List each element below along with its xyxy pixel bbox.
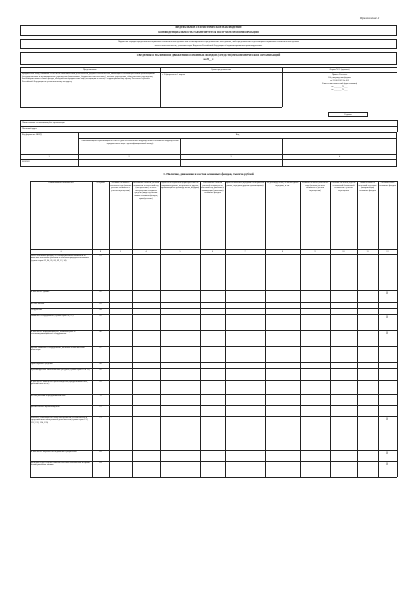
table-colnum-7: 7 [244, 250, 246, 253]
table-row-label: в том числе: животного происхождения (продуктивный скот, рабочий скот и т.п.) [31, 380, 88, 386]
table-row-number: 132 [98, 462, 103, 464]
table-colnum-4: 4 [145, 250, 147, 253]
table-header-13 [398, 182, 401, 248]
warning-line1: Нарушение порядка представления первичных статистических данных или несвоевременное представление этих данных, либо представление недостоверных первичных статистических данных [117, 41, 300, 43]
codes-col-2: 2 [128, 155, 130, 158]
codes-okpo-label: отчитывающейся организации по ОКПО (для обособленного подразделения и головного подразделения юридического лица - идентификационный номер) [81, 140, 179, 145]
table-row-label: Всего основных фондов, без нематериальных активов и за вычетом земельных участков и объектов природопользования (сумма строк 02, 04, 05, 06, 09, 13, 14) [31, 254, 89, 262]
table-row-label: в том числе: информационное, компьютерное и телекоммуникационное оборудование [31, 330, 76, 336]
table-colnum-6: 6 [211, 250, 214, 253]
table-row-number: 10 [99, 381, 102, 383]
table-row-number: 12 [99, 406, 102, 408]
approval-l2: Об утверждении формы [328, 77, 351, 79]
table-row-label: машины и оборудование (сумма строк 06, 07) [31, 314, 74, 317]
table-row-number: 13 [99, 417, 102, 419]
postal-address-label: Почтовый адрес [22, 128, 38, 130]
table-colnum-9: 9 [314, 250, 316, 253]
table-row-number: 04 [99, 309, 102, 311]
table-header-11: Начисленный за отчетный год износ (амортизация) основных фондов [358, 182, 377, 192]
table-row-label: объекты, относящиеся к интеллектуальной собственности и средствам интеллектуальной деятельности (сумма строк 131, 132, 133, 134, 135) [31, 416, 89, 424]
submit-deadline-header: Сроки представления [210, 68, 232, 71]
table-row-number: 06 [99, 331, 102, 333]
periodicity: Годовая [344, 113, 352, 116]
table-row-label: растительного происхождения [31, 405, 60, 408]
table-header-9: Наличие на конец отчетного года (полная учетная стоимость с учетом переоценки) [301, 182, 329, 192]
table-row-label: из них рабочий и продуктивный скот [31, 394, 66, 397]
appendix-label: Приложение 2 [360, 16, 380, 20]
table-row-number: 05 [99, 315, 102, 317]
deadline-text: с 15 февраля по 1 апреля [162, 73, 186, 76]
table-header-2: N строки [96, 182, 105, 184]
table-row-label: в том числе: здания [31, 290, 50, 293]
table-row-label: разведка недр и оценка запасов полезных ископаемых и прочие нематериальные активы [31, 461, 91, 467]
table-row-label: в том числе: научные исследования и разработки [31, 450, 77, 453]
section-title: 1. Наличие, движение и состав основных фондов, тысяча рублей [163, 172, 254, 176]
table-header-1: Наименование показателей [48, 182, 74, 184]
table-header-10: Наличие на конец года по остаточной балансовой стоимости с учетом переоценки [331, 182, 356, 192]
table-row-number: 09 [99, 369, 102, 371]
table-row-number: 01 [99, 255, 102, 257]
banner-line2: КОНФИДЕНЦИАЛЬНОСТЬ ГАРАНТИРУЕТСЯ ПОЛУЧАТЕЛЕМ ИНФОРМАЦИИ [158, 30, 259, 34]
table-colnum-5: 5 [179, 250, 181, 253]
table-row-number: 131 [98, 451, 103, 453]
table-header-4: Увеличение полной учетной стоимости за отчетный год (поступление) за счет: поступления основных средств (ввод в действие новых основных фондов, приобретение) [132, 182, 160, 200]
table-colnum-11: 11 [366, 250, 369, 253]
table-colnum-3: 3 [119, 250, 122, 253]
warning-line2: влечет ответственность, установленную Кодексом Российской Федерации об административных правонарушениях [154, 45, 263, 47]
table-row-number: 08 [99, 363, 102, 365]
form-number: Форма N 11 (краткая) [329, 68, 350, 71]
table-header-12: Учетный износ основных фондов [379, 182, 396, 187]
form-title: СВЕДЕНИЯ О НАЛИЧИИ И ДВИЖЕНИИ ОСНОВНЫХ ФОНДОВ (СРЕДСТВ) НЕКОММЕРЧЕСКИХ ОРГАНИЗАЦИЙ [136, 53, 281, 57]
table-header-7: прочего выбытия (продажи на вторичном рынке, передачи другим организациям) [225, 182, 265, 187]
okud-code-value: 0602002 [22, 161, 30, 163]
approval-l1: Приказ Росстата [331, 74, 348, 76]
table-header-8: по договору мены, безвозмездной передачи, и т.п. [266, 182, 299, 187]
table-row-number: 03 [99, 303, 102, 305]
codes-col-3: 3 [230, 155, 232, 158]
table-row-x-mark: X [386, 291, 389, 295]
table-row-x-mark: X [386, 331, 389, 335]
table-row-number: 02 [99, 291, 102, 293]
table-row-label: транспортные средства [31, 362, 53, 365]
table-row-x-mark: X [386, 417, 389, 421]
approval-l6: от _______ N ___ [331, 89, 348, 91]
approval-l5: от _______ N ___ [331, 86, 348, 88]
table-header-3: Наличие на начало отчетного года (полная учетная стоимость с учетом переоценки) [109, 182, 132, 192]
table-row-label: сооружения [31, 308, 43, 311]
approval-l3: от 22.06.2022 № 453 [330, 80, 349, 82]
org-name-label: Наименование отчитывающейся организации [22, 122, 65, 124]
codes-col-4: 4 [338, 155, 341, 158]
table-row-x-mark: X [386, 462, 389, 466]
table-colnum-2: Б [99, 250, 102, 253]
codes-code-label: Код [235, 134, 240, 136]
codes-okud-label: Код формы по ОКУД [22, 134, 42, 136]
table-row-number: 11 [99, 395, 102, 397]
table-row-number: 07 [99, 347, 102, 349]
table-row-label: из них: жилые [31, 302, 45, 305]
codes-col-1: 1 [48, 155, 50, 158]
table-row-label: прочие машины и оборудование, включая хозяйственный инвентарь [31, 346, 85, 352]
banner-line1: ФЕДЕРАЛЬНОЕ СТАТИСТИЧЕСКОЕ НАБЛЮДЕНИЕ [175, 26, 242, 29]
approval-l4: О внесении изменений (при наличии) [321, 83, 358, 85]
form-year: за 20__ г. [203, 58, 214, 61]
table-row-line [30, 477, 397, 478]
table-row-x-mark: X [386, 315, 389, 319]
table-colnum-1: А [60, 250, 62, 253]
submit-who-header: Представляют: [83, 68, 97, 71]
table-colnum-12: 12 [386, 250, 389, 253]
table-colnum-10: 10 [342, 250, 345, 253]
submitters-text: юридические лица, начавшие ее вести по экономической деятельности, формы собственности, являющиеся некоммерческими организациями (государственные и муниципальные учреждения (автономные, бюджетные или казенные), частные учреждения, общественные учреждения, благотворительные и иные фонды, объединения юридических лиц (ассоциации и союзы) - территориальному органу Росстата в субъекте Российской Федерации по установленному им адресу [22, 73, 155, 83]
table-header-6: Уменьшение полной учетной стоимости за отчетный год (выбытие): ликвидации (списания) основных фондов [200, 182, 225, 195]
table-header-5: прочего поступления (приобретения на вторичном рынке, получения от других организаций по договору мены, подарка) [160, 182, 200, 190]
table-colnum-8: 8 [281, 250, 284, 253]
table-row-label: культивируемые биологические ресурсы (сумма строк 10 и 12) [31, 368, 90, 371]
table-row-x-mark: X [386, 451, 389, 455]
